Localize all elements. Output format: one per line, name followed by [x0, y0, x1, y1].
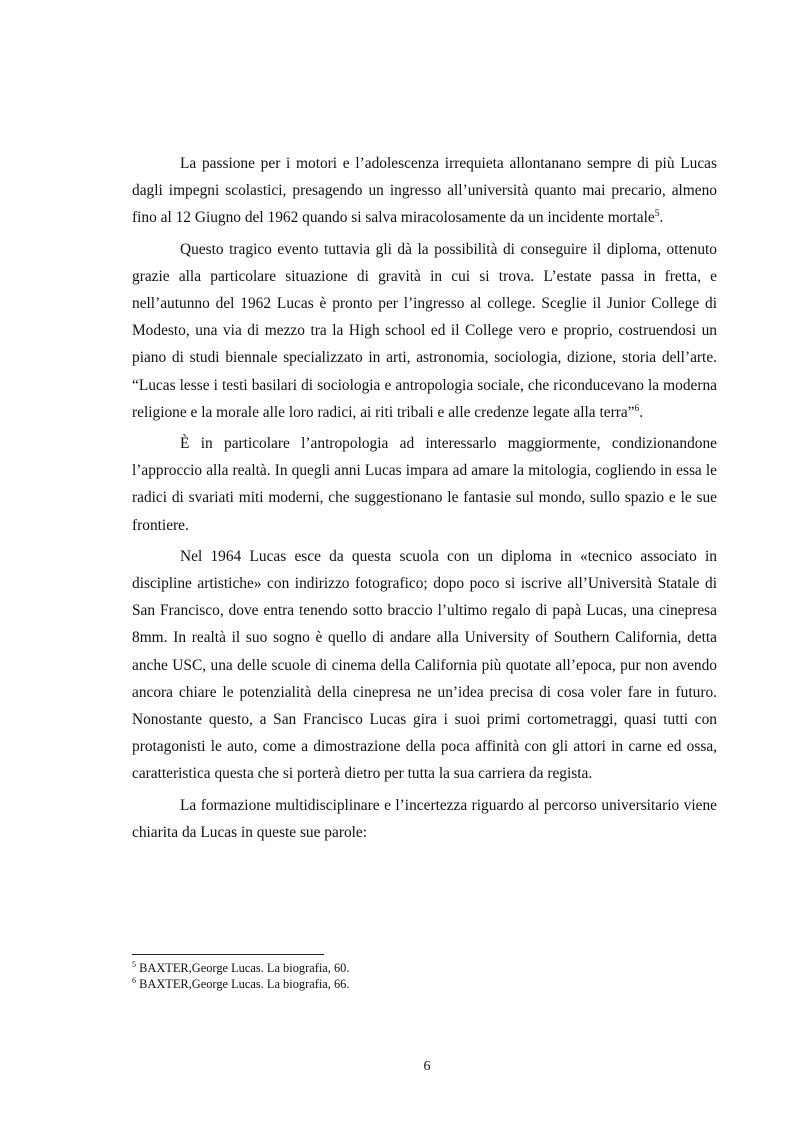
paragraph-tail: .	[639, 403, 644, 421]
footnote-divider	[132, 954, 324, 955]
footnote-text: BAXTER,George Lucas. La biografia, 66.	[139, 977, 350, 991]
body-text	[132, 150, 717, 850]
page-number: 6	[423, 1059, 431, 1074]
paragraph-2	[132, 236, 717, 426]
footnote-ref-6: 6	[634, 403, 640, 414]
paragraph-text: La passione per i motori e l’adolescenza irrequieta allontanano sempre di più Lucas dagli impegni scolastici, presagendo un ingresso all’università quanto mai precario, almeno fino al 12 Giugno del 1962 quando si salva miracolosamente da un incidente mortale	[132, 155, 717, 227]
paragraph-text: Questo tragico evento tuttavia gli dà la possibilità di conseguire il diploma, ottenuto grazie alla particolare situazione di gravità in cui si trova. L’estate passa in fretta, e nell’autunno del 1962 Lucas è pronto per l’ingresso al college. Sceglie il Junior College di Modesto, una via di mezzo tra la High school ed il College vero e proprio, costruendosi un piano di studi biennale specializzato in arti, astronomia, sociologia, dizione, storia dell’arte. “Lucas lesse i testi basilari di sociologia e antropologia sociale, che riconducevano la moderna religione e la morale alle loro radici, ai riti tribali e alle credenze legate alla terra”	[132, 240, 717, 421]
paragraph-3	[132, 430, 717, 539]
paragraph-1	[132, 150, 717, 232]
paragraph-text: È in particolare l’antropologia ad interessarlo maggiormente, condizionandone l’approccio alla realtà. In quegli anni Lucas impara ad amare la mitologia, cogliendo in essa le radici di svariati miti moderni, che suggestionano le fantasie sul mondo, sullo spazio e le sue frontiere.	[132, 435, 717, 534]
paragraph-text: Nel 1964 Lucas esce da questa scuola con un diploma in «tecnico associato in discipline artistiche» con indirizzo fotografico; dopo poco si iscrive all’Università Statale di San Francisco, dove entra tenendo sotto braccio l’ultimo regalo di papà Lucas, una cinepresa 8mm. In realtà il suo sogno è quello di andare alla University of Southern California, detta anche USC, una delle scuole di cinema della California più quotate all’epoca, pur non avendo ancora chiare le potenzialità della cinepresa ne un’idea precisa di cosa voler fare in futuro. Nonostante questo, a San Francisco Lucas gira i suoi primi cortometraggi, quasi tutti con protagonisti le auto, come a dimostrazione della poca affinità con gli attori in carne ed ossa, caratteristica questa che si porterà dietro per tutta la sua carriera da regista.	[132, 547, 717, 783]
paragraph-5	[132, 792, 717, 846]
paragraph-text: La formazione multidisciplinare e l’incertezza riguardo al percorso universitario viene chiarita da Lucas in queste sue parole:	[132, 796, 717, 841]
footnote-6	[132, 976, 717, 992]
footnote-5	[132, 960, 717, 976]
paragraph-4	[132, 543, 717, 788]
footnote-text: BAXTER,George Lucas. La biografia, 60.	[139, 961, 350, 975]
footnote-number: 5	[132, 959, 136, 969]
paragraph-tail: .	[659, 209, 664, 227]
footnote-ref-5: 5	[654, 209, 660, 220]
footnotes	[132, 960, 717, 992]
footnote-number: 6	[132, 975, 136, 985]
